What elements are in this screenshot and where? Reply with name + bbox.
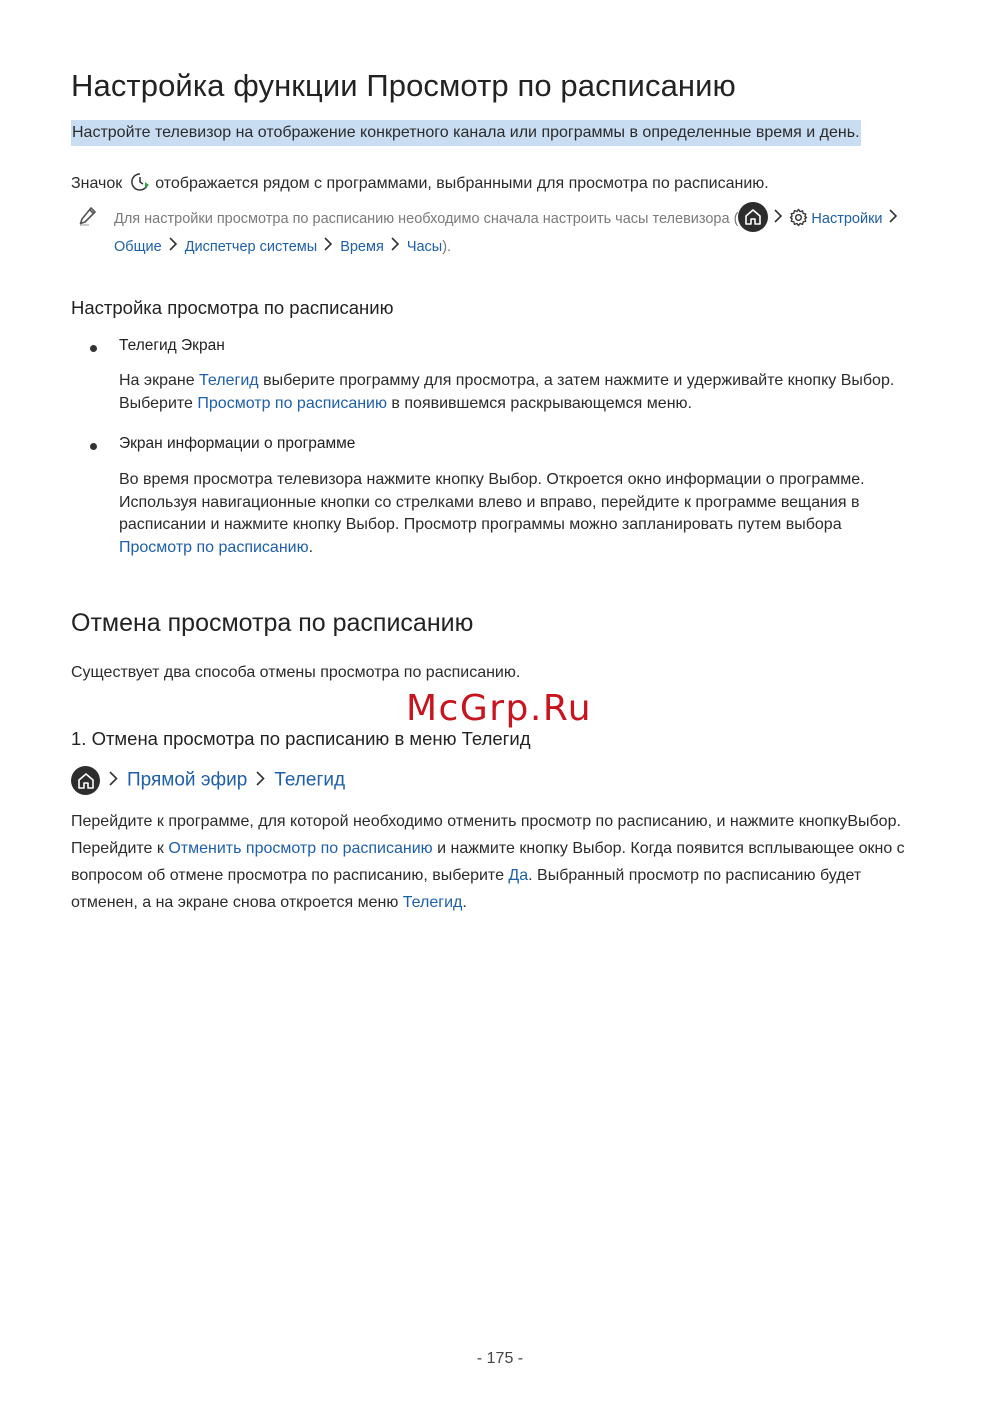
- section2-heading: Отмена просмотра по расписанию: [71, 609, 474, 637]
- bullet-dot: [90, 443, 97, 450]
- gear-icon: [789, 208, 808, 235]
- text-run: Перейдите к программе, для которой необходимо отменить просмотр по расписанию, и нажмите кнопкуВыбор. Перейдите к: [71, 813, 901, 857]
- note-link-general[interactable]: Общие: [114, 238, 162, 255]
- note-link-time[interactable]: Время: [340, 238, 384, 255]
- menu-path: [71, 766, 345, 795]
- link-cancel-schedule[interactable]: Отменить просмотр по расписанию: [168, 840, 433, 857]
- chevron-right-icon: [889, 207, 898, 231]
- text-run: Во время просмотра телевизора нажмите кнопку Выбор. Откроется окно информации о программе. Используя навигационные кнопки со стрелками влево и вправо, перейдите к программе вещания в расписании и нажмите кнопку Выбор. Просмотр программы можно запланировать путем выбора: [119, 471, 865, 533]
- chevron-right-icon: [109, 767, 118, 795]
- note-link-settings[interactable]: Настройки: [811, 210, 883, 227]
- icon-line-before: Значок: [71, 175, 123, 192]
- icon-line-after: отображается рядом с программами, выбранными для просмотра по расписанию.: [155, 175, 769, 192]
- link-yes[interactable]: Да: [508, 867, 529, 884]
- bullet1-text: [119, 370, 939, 415]
- section1-heading: Настройка просмотра по расписанию: [71, 297, 394, 318]
- text-run: .: [462, 894, 467, 911]
- schedule-icon-info: [71, 172, 769, 199]
- chevron-right-icon: [774, 207, 783, 231]
- text-run: выберите программу для просмотра, а затем нажмите и удерживайте кнопку Выбор. Выберите: [119, 372, 895, 412]
- note-link-system-manager[interactable]: Диспетчер системы: [184, 238, 318, 255]
- text-run: На экране: [119, 372, 200, 389]
- bullet2-heading: Экран информации о программе: [119, 435, 356, 452]
- home-button-icon: [71, 766, 100, 795]
- link-schedule-viewing[interactable]: Просмотр по расписанию: [197, 394, 387, 412]
- page-title: Настройка функции Просмотр по расписанию: [71, 68, 736, 103]
- text-run: и нажмите кнопку Выбор. Когда появится всплывающее окно с вопросом об отмене просмотра по расписанию, выберите: [71, 840, 905, 884]
- link-tv-guide[interactable]: Телегид: [402, 894, 463, 911]
- note-close: ).: [442, 238, 452, 255]
- text-run: . Выбранный просмотр по расписанию будет отменен, а на экране снова откроется меню: [71, 867, 862, 911]
- note-link-clock[interactable]: Часы: [406, 238, 443, 255]
- page-number: - 175 -: [476, 1350, 524, 1367]
- path-live-tv[interactable]: Прямой эфир: [127, 769, 248, 791]
- schedule-clock-icon: [130, 172, 150, 199]
- section2-body: [71, 808, 931, 916]
- link-schedule-viewing[interactable]: Просмотр по расписанию: [119, 538, 309, 556]
- watermark: McGrp.Ru: [406, 688, 593, 729]
- bullet1-heading: Телегид Экран: [119, 337, 225, 354]
- page-subtitle-highlight: Настройте телевизор на отображение конкретного канала или программы в определенные время и день.: [71, 120, 861, 146]
- section2-intro: Существует два способа отмены просмотра по расписанию.: [71, 664, 521, 681]
- bullet-dot: [90, 345, 97, 352]
- note-pencil-icon: [79, 207, 96, 231]
- chevron-right-icon: [391, 235, 400, 259]
- chevron-right-icon: [324, 235, 333, 259]
- chevron-right-icon: [169, 235, 178, 259]
- note-body: Для настройки просмотра по расписанию необходимо сначала настроить часы телевизора (: [114, 210, 739, 227]
- home-button-icon: [738, 202, 768, 232]
- bullet2-text: [119, 469, 919, 559]
- section2-subheading: 1. Отмена просмотра по расписанию в меню Телегид: [71, 728, 531, 749]
- text-run: .: [308, 538, 314, 556]
- text-run: в появившемся раскрывающемся меню.: [386, 394, 692, 412]
- path-tv-guide[interactable]: Телегид: [274, 769, 346, 791]
- note-text: [114, 206, 944, 259]
- chevron-right-icon: [256, 767, 265, 795]
- link-tv-guide[interactable]: Телегид: [199, 372, 259, 389]
